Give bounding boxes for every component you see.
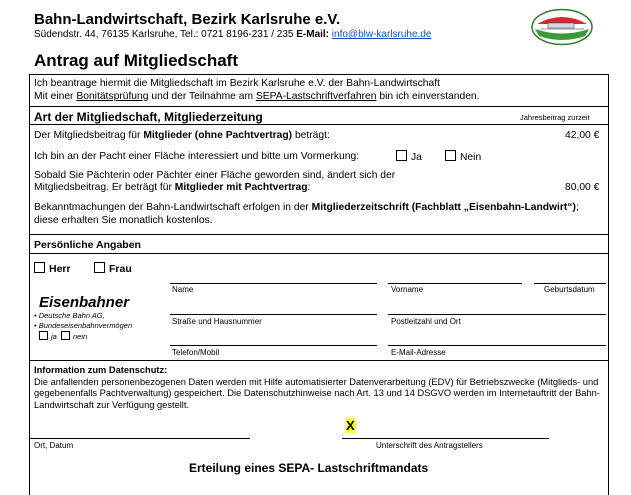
label-ort-datum: Ort, Datum bbox=[34, 441, 74, 450]
intro-text bbox=[34, 77, 594, 103]
price-standard: 42,00 € bbox=[565, 130, 600, 141]
checkbox-icon[interactable] bbox=[445, 150, 456, 161]
checkbox-icon[interactable] bbox=[94, 262, 105, 273]
bonitaet-link: Bonitätsprüfung bbox=[76, 91, 149, 102]
eisenbahner-details: • Deutsche Bahn AG, • Bundeseisenbahnvermögen ja nein bbox=[34, 311, 133, 341]
plz-ort-field[interactable] bbox=[388, 314, 606, 315]
strasse-field[interactable] bbox=[170, 314, 377, 315]
divider bbox=[29, 124, 609, 125]
vorname-field[interactable] bbox=[388, 283, 522, 284]
ort-datum-field[interactable] bbox=[29, 438, 250, 439]
checkbox-eisenbahner-ja[interactable] bbox=[39, 331, 48, 340]
label-vorname: Vorname bbox=[391, 285, 424, 294]
divider bbox=[29, 106, 609, 107]
price-lease: 80,00 € bbox=[565, 182, 600, 193]
email-label: E-Mail: bbox=[296, 29, 330, 40]
checkbox-icon[interactable] bbox=[396, 150, 407, 161]
label-name: Name bbox=[172, 285, 194, 294]
label-geburtsdatum: Geburtsdatum bbox=[544, 285, 595, 294]
divider bbox=[29, 253, 609, 254]
checkbox-nein[interactable]: Nein bbox=[445, 150, 481, 163]
sepa-section-heading: Erteilung eines SEPA- Lastschriftmandats bbox=[189, 461, 429, 475]
section-heading-personal: Persönliche Angaben bbox=[34, 239, 141, 251]
label-strasse: Straße und Hausnummer bbox=[172, 317, 262, 326]
organization-name: Bahn-Landwirtschaft, Bezirk Karlsruhe e.V. bbox=[34, 11, 341, 28]
label-unterschrift: Unterschrift des Antragstellers bbox=[376, 441, 483, 450]
divider bbox=[29, 360, 609, 361]
telefon-field[interactable] bbox=[170, 345, 377, 346]
checkbox-herr[interactable]: Herr bbox=[34, 262, 71, 275]
datenschutz-info bbox=[34, 365, 604, 411]
label-telefon: Telefon/Mobil bbox=[172, 348, 220, 357]
datenschutz-text: Die anfallenden personenbezogenen Daten werden mit Hilfe automatisierter Datenverarbeitung (EDV) für Betriebszwecke (Mitglieds- und gegebenenfalls Pachtverwaltung) gespeichert. Die Datenschutzhinweise nach Art. 13 und 14 DSGVO werden im Internetauftritt der Bahn-Landwirtschaft zur Verfügung gestellt. bbox=[34, 376, 600, 410]
checkbox-frau[interactable]: Frau bbox=[94, 262, 132, 275]
checkbox-ja[interactable]: Ja bbox=[396, 150, 422, 163]
organization-logo bbox=[530, 8, 594, 46]
signature-field[interactable] bbox=[342, 438, 549, 439]
datenschutz-heading: Information zum Datenschutz: bbox=[34, 365, 168, 375]
section-heading-membership: Art der Mitgliedschaft, Mitgliederzeitung bbox=[34, 110, 263, 124]
intro-line-1: Ich beantrage hiermit die Mitgliedschaft im Bezirk Karlsruhe e.V. der Bahn-Landwirtschaft bbox=[34, 78, 440, 89]
geburtsdatum-field[interactable] bbox=[534, 283, 606, 284]
checkbox-eisenbahner-nein[interactable] bbox=[61, 331, 70, 340]
checkbox-icon[interactable] bbox=[34, 262, 45, 273]
signature-marker: X bbox=[346, 418, 355, 433]
fee-column-header: Jahresbeitrag zurzeit bbox=[520, 113, 590, 122]
sepa-link: SEPA-Lastschriftverfahren bbox=[255, 91, 377, 102]
label-email: E-Mail-Adresse bbox=[391, 348, 446, 357]
organization-address bbox=[34, 29, 431, 40]
email-link[interactable]: info@blw-karlsruhe.de bbox=[331, 29, 432, 40]
name-field[interactable] bbox=[170, 283, 377, 284]
label-plz-ort: Postleitzahl und Ort bbox=[391, 317, 461, 326]
lease-member-line-1: Sobald Sie Pächterin oder Pächter einer Fläche geworden sind, ändert sich der bbox=[34, 170, 396, 181]
page-title: Antrag auf Mitgliedschaft bbox=[34, 51, 239, 70]
lease-interest-question: Ich bin an der Pacht einer Fläche interessiert und bitte um Vormerkung: bbox=[34, 151, 360, 162]
address-text: Südendstr. 44, 76135 Karlsruhe, Tel.: 0721 8196-231 / 235 bbox=[34, 29, 294, 40]
membership-row-standard: Der Mitgliedsbeitrag für Mitglieder (ohne Pachtvertrag) beträgt: bbox=[34, 130, 330, 141]
newsletter-notice: Bekanntmachungen der Bahn-Landwirtschaft erfolgen in der Mitgliederzeitschrift (Fachblatt „Eisenbahn-Landwirt“); diese erhalten Sie monatlich kostenlos. bbox=[34, 202, 579, 226]
divider bbox=[29, 234, 609, 235]
eisenbahner-heading: Eisenbahner bbox=[39, 294, 130, 311]
email-field[interactable] bbox=[388, 345, 606, 346]
lease-member-line-2: Mitgliedsbeitrag. Er beträgt für Mitglieder mit Pachtvertrag: bbox=[34, 182, 311, 193]
intro-line-2: Mit einer Bonitätsprüfung und der Teilnahme am SEPA-Lastschriftverfahren bin ich einverstanden. bbox=[34, 91, 480, 102]
